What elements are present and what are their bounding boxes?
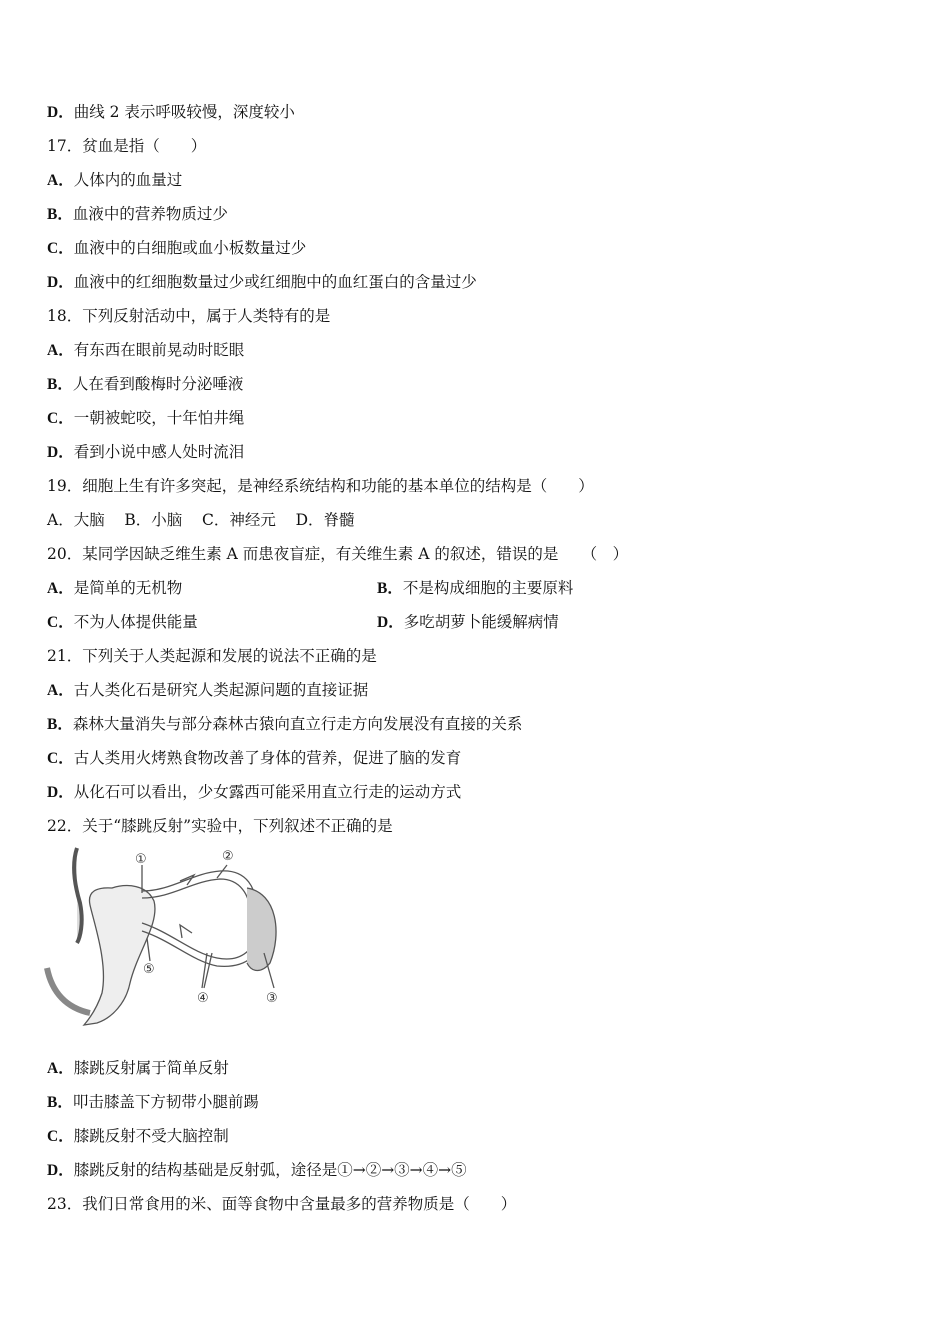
line-0: D．曲线 2 表示呼吸较慢，深度较小 [47, 103, 295, 121]
option-d: D．血液中的红细胞数量过少或红细胞中的血红蛋白的含量过少 [47, 273, 477, 291]
label-2: ② [222, 849, 234, 864]
question-23: 23．我们日常食用的米、面等食物中含量最多的营养物质是（ ） [47, 1195, 517, 1213]
option-b: B．森林大量消失与部分森林古猿向直立行走方向发展没有直接的关系 [47, 715, 523, 733]
option-b: B．小脑 [124, 511, 183, 529]
option-a: A．古人类化石是研究人类起源问题的直接证据 [47, 681, 369, 699]
nerve-path-lower2 [142, 928, 264, 966]
question-21: 21．下列关于人类起源和发展的说法不正确的是 [47, 647, 377, 665]
nerve-path-upper [142, 871, 257, 913]
option-a: A．有东西在眼前晃动时眨眼 [47, 341, 245, 359]
option-d: D．从化石可以看出，少女露西可能采用直立行走的运动方式 [47, 783, 462, 801]
label-1: ① [135, 852, 147, 867]
option-c: C．不为人体提供能量 [47, 613, 198, 631]
option-d: D．看到小说中感人处时流泪 [47, 443, 245, 461]
question-20: 20．某同学因缺乏维生素 A 而患夜盲症，有关维生素 A 的叙述，错误的是 （ ） [47, 545, 629, 563]
inline-options [47, 510, 355, 530]
option-d: D．膝跳反射的结构基础是反射弧，途径是①→②→③→④→⑤ [47, 1161, 467, 1179]
spinal-cord [247, 888, 276, 971]
label-3: ③ [266, 991, 278, 1006]
option-c: C．神经元 [202, 511, 276, 529]
option-row [47, 612, 897, 633]
option-c: C．血液中的白细胞或血小板数量过少 [47, 239, 307, 257]
option-row [47, 578, 897, 599]
option-c: C．膝跳反射不受大脑控制 [47, 1127, 229, 1145]
option-b: B．血液中的营养物质过少 [47, 205, 228, 223]
option-d: D．脊髓 [295, 511, 355, 529]
option-a: A．膝跳反射属于简单反射 [47, 1059, 229, 1077]
label-5: ⑤ [143, 962, 155, 977]
question-22: 22．关于“膝跳反射”实验中，下列叙述不正确的是 [47, 817, 393, 835]
label-4: ④ [197, 991, 209, 1006]
option-c: C．一朝被蛇咬，十年怕井绳 [47, 409, 245, 427]
option-a: A．人体内的血量过 [47, 171, 183, 189]
nerve-path-middle [142, 879, 250, 913]
option-b: B．不是构成细胞的主要原料 [377, 579, 574, 597]
option-b: B．人在看到酸梅时分泌唾液 [47, 375, 244, 393]
arrow-curve [47, 968, 90, 1013]
question-19: 19．细胞上生有许多突起，是神经系统结构和功能的基本单位的结构是（ ） [47, 477, 594, 495]
leg-outline [84, 886, 155, 1025]
question-17: 17．贫血是指（ ） [47, 137, 207, 155]
question-18: 18．下列反射活动中，属于人类特有的是 [47, 307, 331, 325]
hammer [74, 848, 82, 943]
nerve-path-lower [142, 923, 257, 959]
option-b: B．叩击膝盖下方韧带小腿前踢 [47, 1093, 259, 1111]
option-d: D．多吃胡萝卜能缓解病情 [377, 613, 559, 631]
option-c: C．古人类用火烤熟食物改善了身体的营养，促进了脑的发育 [47, 749, 462, 767]
option-a: A．是简单的无机物 [47, 579, 183, 597]
knee-jerk-reflex-diagram [42, 843, 287, 1033]
arrow-back [180, 925, 192, 938]
option-a: A．大脑 [47, 511, 105, 529]
